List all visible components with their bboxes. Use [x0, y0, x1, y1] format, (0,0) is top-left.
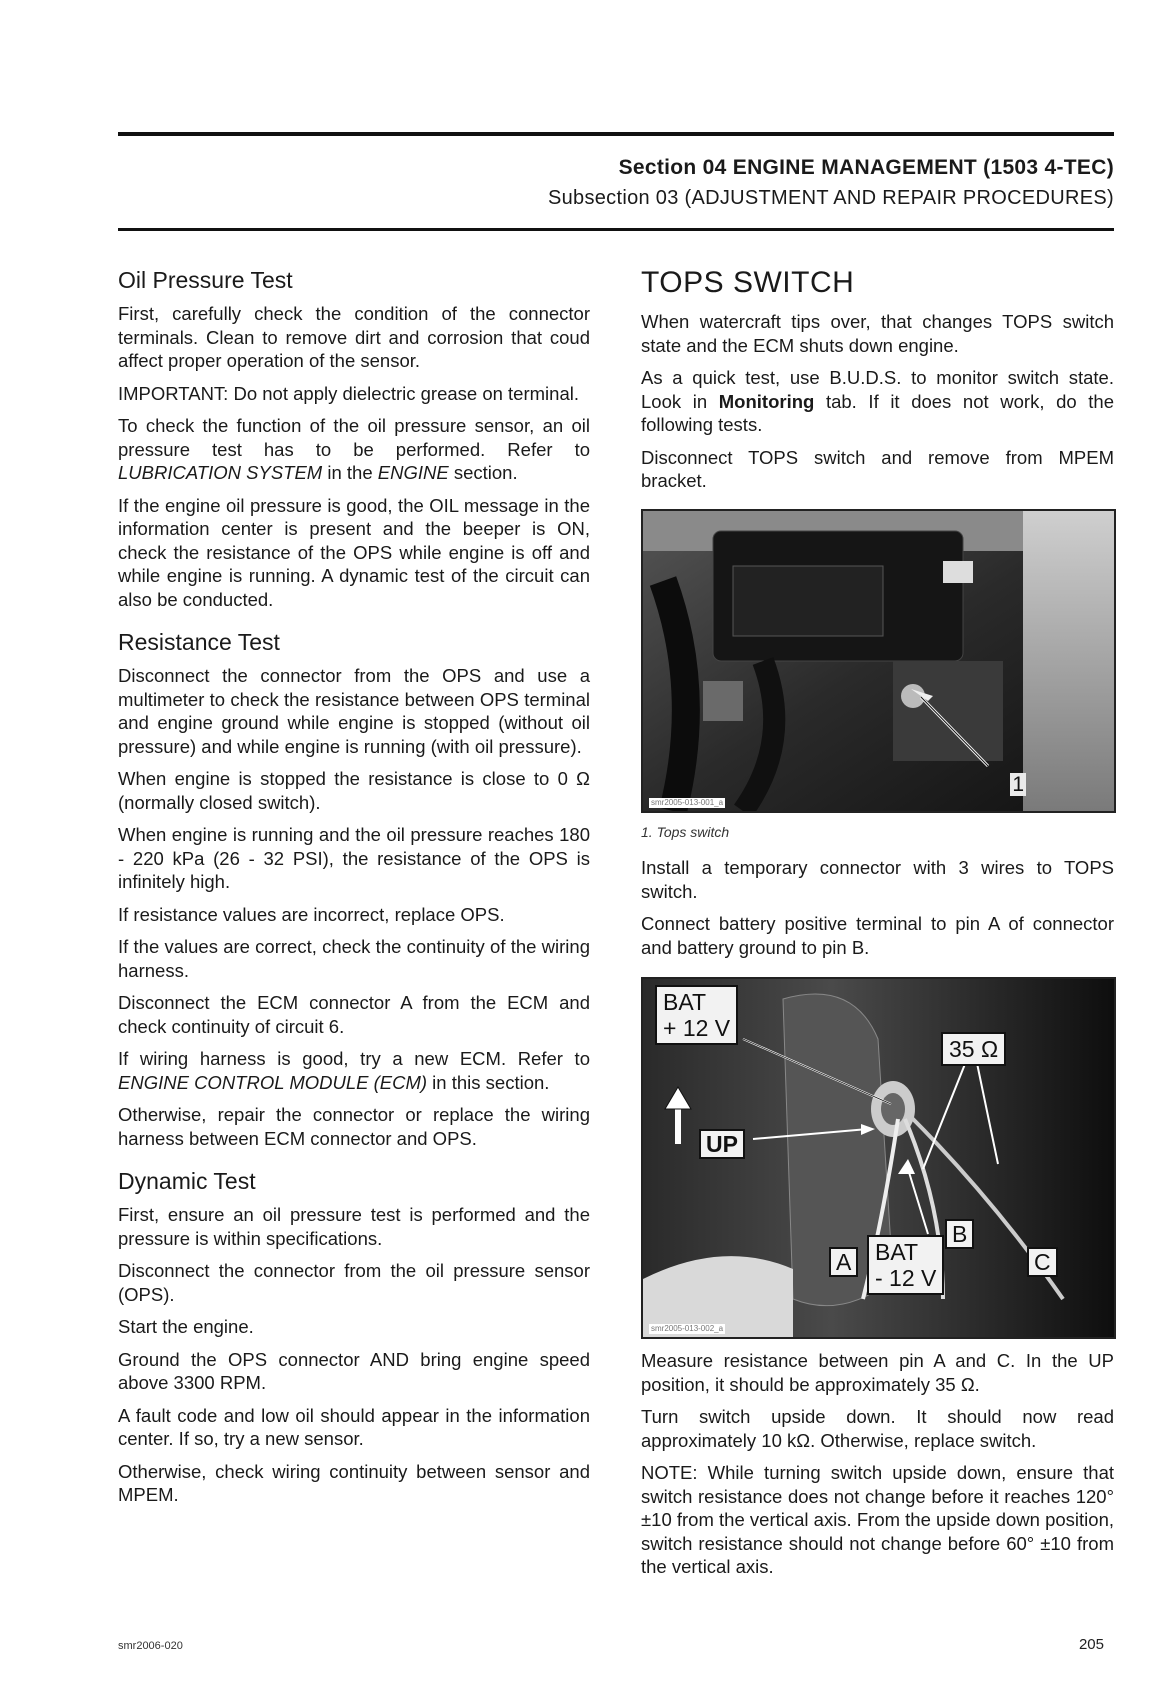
text: section. [448, 462, 518, 483]
pin-c-label: C [1027, 1247, 1058, 1277]
bat-positive-label: BAT + 12 V [655, 985, 738, 1045]
oil-pressure-test-heading: Oil Pressure Test [118, 267, 293, 293]
paragraph: Start the engine. [118, 1316, 254, 1337]
reference-link: ENGINE [377, 462, 449, 483]
paragraph [641, 366, 1114, 437]
resistance-label: 35 Ω [941, 1032, 1006, 1066]
paragraph: Disconnect the connector from the oil pressure sensor (OPS). [118, 1260, 590, 1305]
paragraph: If the values are correct, check the continuity of the wiring harness. [118, 936, 590, 981]
text: in the [322, 462, 378, 483]
paragraph [118, 414, 590, 485]
paragraph: First, ensure an oil pressure test is performed and the pressure is within specifications. [118, 1204, 590, 1249]
important-text: Do not apply dielectric grease on terminal. [228, 382, 579, 404]
text: To check the function of the oil pressure sensor, an oil pressure test has to be performed. Refer to [118, 415, 590, 460]
callout-number-1: 1 [1012, 772, 1024, 796]
text: tab. If it does not work, do the following tests. [641, 390, 1115, 435]
paragraph: If the engine oil pressure is good, the OIL message in the information center is present and the beeper is ON, check the resistance of the OPS while engine is off and while engine is running. A dynamic test of the circuit can also be conducted. [118, 494, 590, 610]
important-note [118, 382, 590, 406]
paragraph: Otherwise, check wiring continuity between sensor and MPEM. [118, 1460, 590, 1505]
paragraph: If resistance values are incorrect, replace OPS. [118, 903, 505, 925]
figure-reference: smr2005-013-002_a [651, 1324, 724, 1333]
note-label: NOTE: [641, 1462, 698, 1483]
left-column [118, 266, 590, 1516]
text: As a quick test, use B.U.D.S. to monitor switch state. Look in [641, 367, 1114, 412]
up-label: UP [699, 1129, 745, 1159]
reference-link: LUBRICATION SYSTEM [118, 462, 323, 483]
paragraph: A fault code and low oil should appear in the information center. If so, try a new sensor. [118, 1404, 590, 1449]
figure-reference: smr2005-013-001_a [651, 797, 724, 807]
dynamic-test-heading: Dynamic Test [118, 1168, 256, 1194]
figure-caption: 1. Tops switch [641, 823, 730, 840]
header-rule-bottom [118, 228, 1114, 231]
bat-negative-label: BAT - 12 V [867, 1235, 944, 1295]
text: If wiring harness is good, try a new ECM. Refer to [118, 1048, 590, 1069]
tops-switch-heading: TOPS SWITCH [641, 266, 855, 299]
monitoring-tab-name: Monitoring [718, 390, 815, 412]
paragraph: Turn switch upside down. It should now read approximately 10 kΩ. Otherwise, replace switch. [641, 1406, 1114, 1451]
paragraph: Disconnect the connector from the OPS and use a multimeter to check the resistance between OPS terminal and engine ground while engine is stopped (without oil pressure) and while engine is running (with oil pressure). [118, 665, 590, 757]
paragraph: Install a temporary connector with 3 wires to TOPS switch. [641, 857, 1114, 902]
resistance-test-heading: Resistance Test [118, 629, 280, 655]
subsection-heading: Subsection 03 (ADJUSTMENT AND REPAIR PROCEDURES) [547, 187, 1114, 209]
page-number: 205 [1078, 1636, 1104, 1653]
tops-switch-photo-art [643, 511, 1114, 811]
header-rule-top [118, 132, 1114, 136]
paragraph [118, 1047, 590, 1094]
paragraph: Otherwise, repair the connector or replace the wiring harness between ECM connector and OPS. [118, 1104, 590, 1149]
pin-b-label: B [945, 1219, 974, 1249]
section-heading: Section 04 ENGINE MANAGEMENT (1503 4-TEC) [618, 156, 1114, 179]
paragraph: Measure resistance between pin A and C. In the UP position, it should be approximately 35 Ω. [641, 1350, 1114, 1395]
paragraph: When engine is running and the oil pressure reaches 180 - 220 kPa (26 - 32 PSI), the resistance of the OPS is infinitely high. [118, 824, 590, 892]
paragraph: When engine is stopped the resistance is close to 0 Ω (normally closed switch). [118, 768, 590, 813]
paragraph: When watercraft tips over, that changes TOPS switch state and the ECM shuts down engine. [641, 311, 1114, 356]
reference-link: ENGINE CONTROL MODULE (ECM) [118, 1071, 428, 1093]
paragraph: Disconnect TOPS switch and remove from MPEM bracket. [641, 446, 1114, 491]
tops-switch-test-photo [641, 977, 1116, 1339]
tops-switch-photo [641, 509, 1116, 813]
paragraph: Connect battery positive terminal to pin A of connector and battery ground to pin B. [641, 913, 1114, 958]
important-label: IMPORTANT: [118, 382, 229, 404]
right-column [641, 266, 1114, 1588]
pin-a-label: A [829, 1247, 858, 1277]
paragraph: Ground the OPS connector AND bring engine speed above 3300 RPM. [118, 1348, 590, 1393]
paragraph: Disconnect the ECM connector A from the ECM and check continuity of circuit 6. [118, 992, 590, 1037]
paragraph: First, carefully check the condition of the connector terminals. Clean to remove dirt and corrosion that coud affect proper operation of the sensor. [118, 303, 590, 371]
note [641, 1461, 1114, 1579]
document-id: smr2006-020 [118, 1640, 183, 1652]
note-text: While turning switch upside down, ensure that switch resistance does not change before it reaches 120° ±10 from the vertical axis. From the upside down position, switch resistance should not change before 60° ±10 from the vertical axis. [641, 1462, 1114, 1577]
text: in this section. [427, 1071, 550, 1093]
